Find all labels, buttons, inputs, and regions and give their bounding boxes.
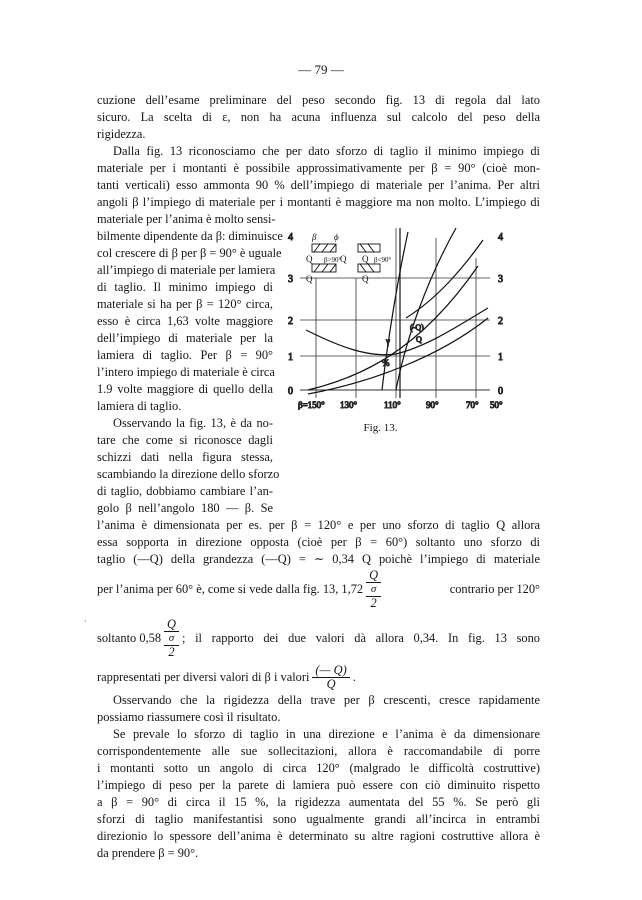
fraction-neg-q [312, 664, 349, 691]
text-line: materiale per l’anima è molto sensi- [97, 212, 276, 226]
text-line: a β = 90° di circa il 15 %, la rigidezza aumentata del 55 %. Se però gli [97, 795, 540, 809]
text-line: tanti verticali) esso ammonta 90 % dell’impiego di materiale per l’anima. Per altri [97, 178, 540, 192]
sketch-label: β [312, 232, 317, 242]
sketch-label: β<90° [374, 256, 392, 264]
sketch-label: Q [340, 254, 347, 264]
text-line: 1.9 volte maggiore di quello della [97, 382, 273, 396]
figure-13 [278, 218, 516, 410]
text-line: scambiando la direzione dello sforzo [97, 467, 280, 481]
text-line: l’intero impiego di materiale è circa [97, 365, 275, 379]
figure-caption: Fig. 13. [363, 422, 398, 434]
x-tick-label: 50° [490, 400, 503, 410]
y-tick-left: 2 [288, 316, 293, 327]
fraction-q-sigma-half [366, 569, 381, 610]
fraction-sigma: σ [164, 632, 179, 646]
sketch-beam-1 [312, 244, 336, 252]
x-tick-label: 130° [340, 400, 358, 410]
text-fragment: per l’anima per 60° è, come si vede dalla fig. 13, 1,72 [97, 582, 364, 596]
labels [306, 232, 392, 284]
page-number: — 79 — [298, 62, 344, 77]
grid [300, 228, 490, 398]
fraction-two: 2 [168, 645, 175, 659]
y-tick-right: 4 [498, 232, 503, 243]
text-line: i montanti sotto un angolo di circa 120° (malgrado le difficoltà costruttive) [97, 761, 540, 775]
text-line: all’impiego di materiale per lamiera [97, 263, 276, 277]
text-fragment: soltanto 0,58 [97, 631, 162, 645]
x-tick-label: 110° [384, 400, 401, 410]
sketch-beam-2 [312, 264, 336, 272]
text-line: l’anima è dimensionata per es. per β = 120° e per uno sforzo di taglio Q allora [97, 518, 540, 532]
annotation-percent: % [382, 358, 390, 368]
text-line: da prendere β = 90°. [97, 846, 199, 860]
curve-web [306, 308, 488, 355]
y-tick-left: 0 [288, 386, 293, 397]
y-tick-left: 1 [288, 352, 293, 363]
text-line: golo β nell’angolo 180 — β. Se [97, 501, 273, 515]
text-line: dell’impiego di materiale per la [97, 331, 273, 345]
sketch-label: Q [362, 274, 369, 284]
text-line: tare che come si riconosce dagli [97, 433, 273, 447]
fraction-numerator: (— Q) [312, 664, 349, 678]
text-line: cuzione dell’esame preliminare del peso secondo fig. 13 di regola dal lato [97, 93, 540, 107]
text-line: rigidezza. [97, 127, 146, 141]
y-tick-right: 2 [498, 316, 503, 327]
text-line: possiamo riassumere così il risultato. [97, 710, 281, 724]
sketch-label: ϕ [334, 232, 339, 242]
text-line: Osservando la fig. 13, è da no- [113, 416, 273, 430]
fraction-two: 2 [370, 596, 377, 610]
x-tick-label: 70° [466, 400, 479, 410]
fraction-denominator: Q [326, 677, 336, 691]
text-line: col crescere di β per β = 90° è uguale [97, 246, 282, 260]
text-line: Dalla fig. 13 riconosciamo che per dato sforzo di taglio il minimo impiego di [113, 144, 540, 158]
text-line: bilmente dipendente da β: diminuisce [97, 229, 283, 243]
text-line: essa sopporta in direzione opposta (cioè per β = 60°) soltanto uno sforzo di [97, 535, 540, 549]
x-tick-label: β=150° [298, 400, 325, 410]
text-line: taglio (—Q) della grandezza (—Q) = ∼ 0,34 Q poichè l’impiego di materiale [97, 552, 540, 566]
text-line: Se prevale lo sforzo di taglio in una direzione e l’anima è da dimensionare [113, 727, 540, 741]
sketch-label: β>90° [324, 256, 342, 264]
text-line: materiale per i montanti è possibile approssimativamente per β = 90° (cioè mon- [97, 161, 540, 175]
text-line: direzionio lo spessore dell’anima è determinato su altre ragioni costruttive allora è [97, 829, 540, 843]
text-line: di taglio. Il minimo impiego di [97, 280, 273, 294]
text-line: sicuro. La scelta di ε, non ha acuna influenza sul calcolo del peso della [97, 110, 540, 124]
annotation-gamma: γ [386, 336, 390, 346]
x-tick-label: 90° [426, 400, 439, 410]
text-fragment: contrario per 120° [449, 582, 540, 596]
text-line: materiale si ha per β = 120° circa, [97, 297, 273, 311]
text-line: lamiera di taglio. Per β = 90° [97, 348, 273, 362]
curves [306, 228, 488, 394]
y-tick-left: 3 [288, 274, 293, 285]
text-fragment: rappresentati per diversi valori di β i valori [97, 670, 310, 684]
text-line: schizzi dati nella figura stessa, [97, 450, 273, 464]
sketch-label: Q [306, 254, 313, 264]
text-line: sforzi di taglio manifestantisi sono ugualmente grandi all’incirca in entrambi [97, 812, 540, 826]
curve-upper [406, 240, 483, 318]
text-line: lamiera di taglio. [97, 399, 182, 413]
margin-mark: · [84, 617, 87, 626]
text-line: esso è circa 1,63 volte maggiore [97, 314, 273, 328]
sketch-label: Q [362, 254, 369, 264]
text-line: corrispondentemente alle sue sollecitazioni, allora è raccomandabile di porre [97, 744, 540, 758]
curve-stiffness [308, 266, 478, 390]
fraction-sigma: σ [366, 583, 381, 597]
y-tick-right: 3 [498, 274, 503, 285]
annotation-q: Q [416, 335, 422, 344]
text-fragment: ; il rapporto dei due valori dà allora 0,34. In fig. 13 sono [181, 631, 540, 645]
text-line: Osservando che la rigidezza della trave per β crescenti, cresce rapidamente [113, 693, 540, 707]
fraction-numerator: Q [164, 618, 179, 632]
text-line: di taglio, dobbiamo cambiare l’an- [97, 484, 273, 498]
y-tick-right: 1 [498, 352, 503, 363]
text-line: l’impiego di peso per la parete di lamiera può essere con ciò diminuito rispetto [97, 778, 540, 792]
formula-line [97, 569, 540, 610]
y-tick-right: 0 [498, 386, 503, 397]
formula-line [97, 618, 540, 659]
fraction-numerator: Q [366, 569, 381, 583]
text-line: angoli β l’impiego di materiale per i montanti è maggiore ma non molto. L’impiego di [97, 195, 540, 209]
formula-line [97, 664, 356, 691]
annotation-neg-q: (-Q) [410, 323, 424, 332]
sketch-label: Q [306, 274, 313, 284]
text-fragment: . [352, 670, 356, 684]
y-tick-left: 4 [288, 232, 293, 243]
fraction-q-sigma-half [164, 618, 179, 659]
